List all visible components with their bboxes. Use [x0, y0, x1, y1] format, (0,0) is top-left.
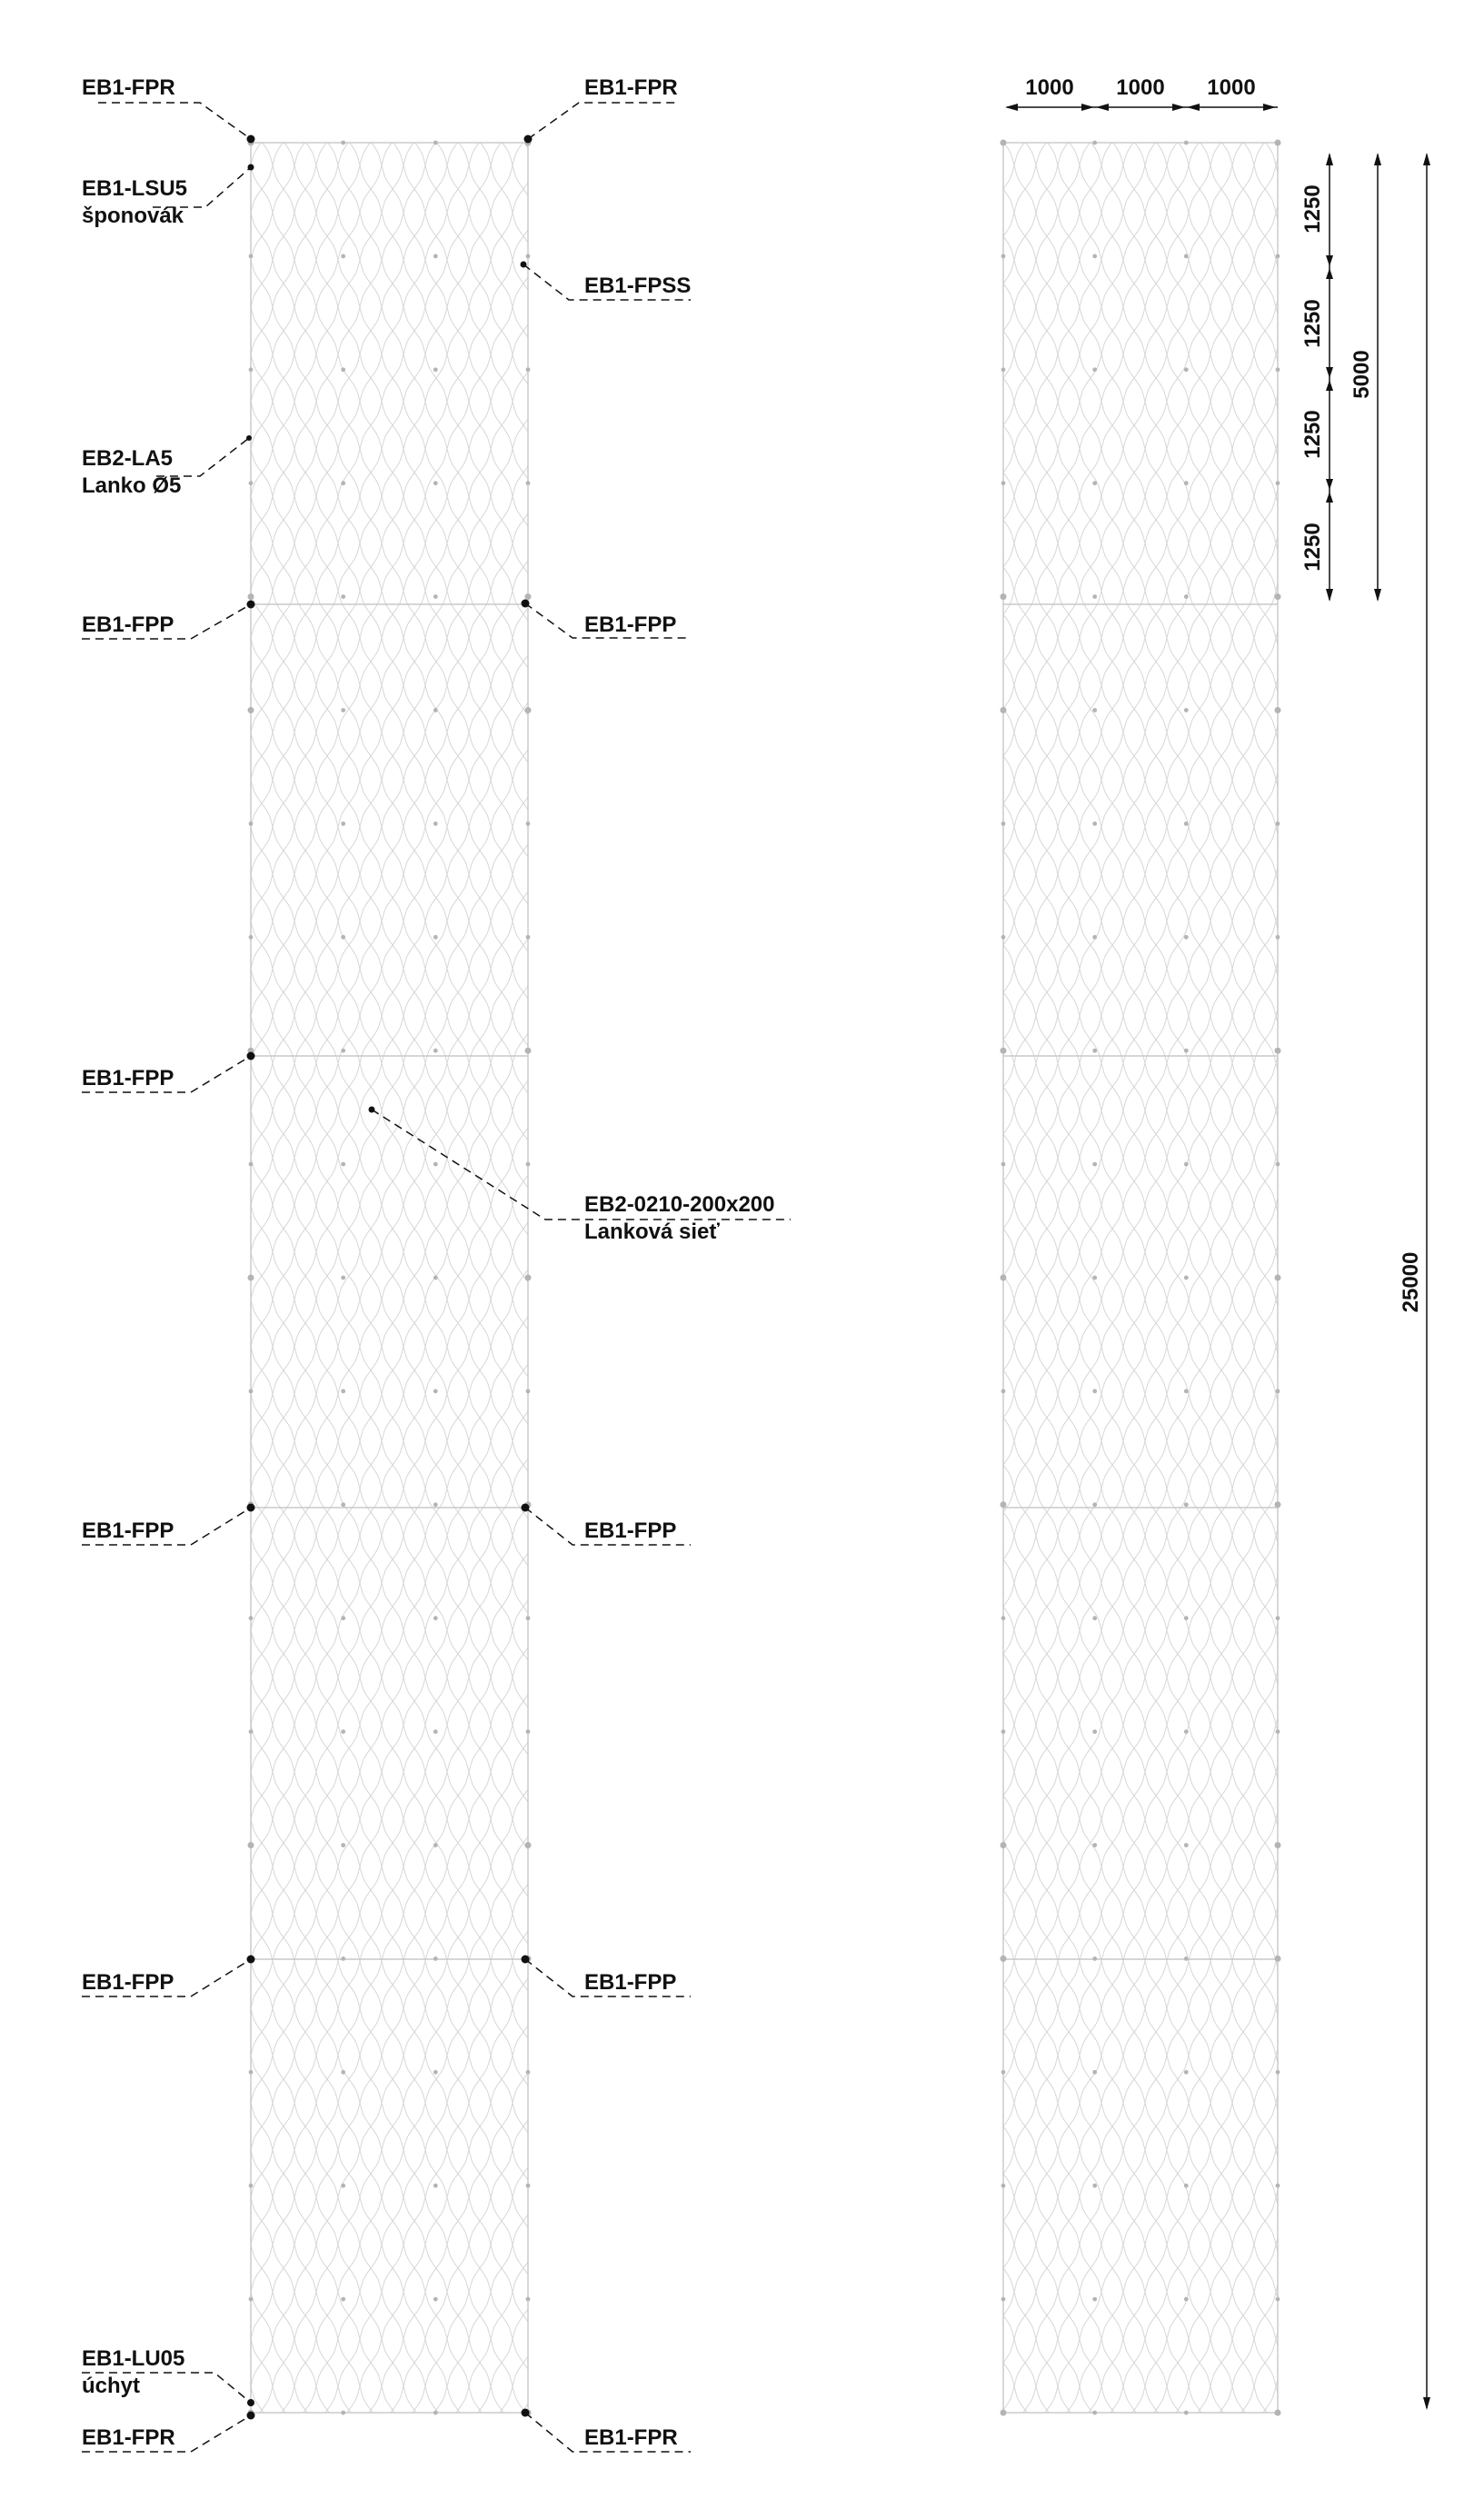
right-mesh-node	[1184, 708, 1189, 712]
left-mesh-node	[433, 708, 438, 712]
left-mesh-node	[249, 1389, 254, 1394]
right-mesh-node	[1275, 140, 1281, 146]
right-mesh-node	[1092, 481, 1097, 485]
dim-height-2: 1250	[1300, 299, 1325, 348]
label-cable-name: Lanko Ø5	[82, 473, 182, 498]
dim-height-1: 1250	[1300, 184, 1325, 234]
left-net-mesh	[251, 143, 528, 2413]
segment-height-dimension	[1300, 153, 1333, 602]
left-mesh-node	[526, 1162, 531, 1167]
left-mesh-node	[341, 821, 345, 826]
right-mesh-node	[1001, 1501, 1007, 1508]
left-mesh-node	[249, 1162, 254, 1167]
right-net-mesh	[1003, 143, 1278, 2413]
right-mesh-node	[1184, 1956, 1189, 1961]
right-mesh-node	[1001, 140, 1007, 146]
dim-arrow-mid2-left	[1172, 104, 1185, 111]
left-mesh-node	[341, 1276, 345, 1280]
right-mesh-node	[1276, 2297, 1280, 2302]
left-mesh-node	[341, 1049, 345, 1053]
right-mesh-node	[1184, 1502, 1189, 1507]
right-mesh-node	[1001, 1048, 1007, 1054]
left-mesh-node	[526, 1389, 531, 1394]
left-mesh-node	[249, 2184, 254, 2188]
label-bottom-left-fpr: EB1-FPR	[82, 2425, 175, 2450]
left-mesh-node	[526, 254, 531, 259]
left-mesh-node	[249, 1729, 254, 1734]
left-mesh-node	[249, 1616, 254, 1620]
label-top-right-fpr: EB1-FPR	[584, 75, 678, 100]
right-mesh-node	[1275, 1842, 1281, 1848]
left-mesh-node	[525, 593, 532, 600]
label-fpp-1-left: EB1-FPP	[82, 612, 174, 637]
right-mesh-node	[1184, 254, 1189, 259]
left-mesh-node	[341, 1162, 345, 1167]
right-mesh-node	[1275, 593, 1281, 600]
dim-arrow-mid1-right	[1096, 104, 1109, 111]
right-mesh-node	[1276, 1162, 1280, 1167]
dim-module-height: 5000	[1350, 350, 1374, 399]
left-mesh-node	[433, 2184, 438, 2188]
right-mesh-node	[1092, 1729, 1097, 1734]
right-mesh-node	[1092, 2184, 1097, 2188]
left-mesh-node	[526, 1616, 531, 1620]
right-mesh-node	[1092, 708, 1097, 712]
left-mesh-node	[433, 1502, 438, 1507]
left-mesh-node	[341, 935, 345, 940]
label-fpss: EB1-FPSS	[584, 274, 692, 298]
right-mesh-node	[1276, 935, 1280, 940]
left-mesh-node	[341, 1616, 345, 1620]
left-mesh-node	[433, 1049, 438, 1053]
left-mesh-node	[526, 2070, 531, 2075]
left-mesh-node	[433, 1729, 438, 1734]
dim-arrow-mid2-right	[1187, 104, 1200, 111]
right-mesh-node	[1276, 254, 1280, 259]
left-mesh-node	[433, 594, 438, 599]
label-fpp-4-left: EB1-FPP	[82, 1970, 174, 1995]
left-mesh-node	[525, 1048, 532, 1054]
right-mesh-node	[1001, 2070, 1006, 2075]
right-mesh-node	[1001, 1956, 1007, 1962]
left-mesh-node	[249, 935, 254, 940]
left-mesh-node	[248, 593, 254, 600]
label-cable-code: EB2-LA5	[82, 446, 174, 471]
left-mesh-node	[341, 594, 345, 599]
dim-height-3: 1250	[1300, 410, 1325, 459]
left-mesh-node	[341, 254, 345, 259]
right-mesh-node	[1001, 367, 1006, 372]
right-mesh-node	[1092, 594, 1097, 599]
left-mesh-node	[248, 707, 254, 713]
label-fpp-1-right: EB1-FPP	[584, 612, 677, 637]
label-bottom-right-fpr: EB1-FPR	[584, 2425, 678, 2450]
right-mesh-node	[1001, 2410, 1007, 2416]
left-mesh-node	[525, 1842, 532, 1848]
left-mesh-node	[526, 2297, 531, 2302]
right-mesh-node	[1092, 1956, 1097, 1961]
left-mesh-node	[248, 1842, 254, 1848]
left-mesh-node	[249, 254, 254, 259]
right-mesh-node	[1092, 1276, 1097, 1280]
left-mesh-node	[341, 141, 345, 145]
left-mesh-node	[433, 2411, 438, 2415]
right-net-panel	[1001, 140, 1281, 2416]
right-mesh-node	[1275, 1048, 1281, 1054]
left-net-panel	[248, 140, 532, 2416]
right-mesh-node	[1184, 481, 1189, 485]
right-mesh-node	[1001, 1275, 1007, 1281]
right-mesh-node	[1092, 2070, 1097, 2075]
left-mesh-node	[525, 707, 532, 713]
right-mesh-node	[1092, 367, 1097, 372]
left-mesh-node	[341, 1389, 345, 1394]
right-mesh-node	[1275, 1501, 1281, 1508]
right-mesh-node	[1001, 254, 1006, 259]
left-mesh-node	[433, 367, 438, 372]
right-mesh-node	[1001, 1616, 1006, 1620]
left-mesh-node	[526, 2184, 531, 2188]
left-mesh-node	[249, 2070, 254, 2075]
left-mesh-node	[433, 1616, 438, 1620]
label-tensioner-name: šponovák	[82, 204, 184, 228]
left-mesh-node	[341, 1502, 345, 1507]
right-mesh-node	[1276, 821, 1280, 826]
right-mesh-node	[1092, 935, 1097, 940]
right-mesh-node	[1184, 1389, 1189, 1394]
right-mesh-node	[1184, 367, 1189, 372]
right-mesh-node	[1275, 707, 1281, 713]
right-mesh-node	[1184, 141, 1189, 145]
right-mesh-node	[1184, 1049, 1189, 1053]
right-mesh-node	[1001, 707, 1007, 713]
right-mesh-node	[1184, 1616, 1189, 1620]
right-mesh-node	[1184, 2297, 1189, 2302]
right-mesh-node	[1001, 1729, 1006, 1734]
label-fpp-4-right: EB1-FPP	[584, 1970, 677, 1995]
label-net-code: EB2-0210-200x200	[584, 1192, 775, 1217]
left-mesh-node	[526, 1729, 531, 1734]
right-mesh-node	[1184, 1162, 1189, 1167]
right-mesh-node	[1184, 821, 1189, 826]
dim-width-2: 1000	[1116, 75, 1165, 100]
right-mesh-node	[1001, 821, 1006, 826]
label-fpp-3-left: EB1-FPP	[82, 1518, 174, 1543]
right-mesh-node	[1276, 2184, 1280, 2188]
left-mesh-node	[248, 1275, 254, 1281]
right-mesh-node	[1275, 1275, 1281, 1281]
left-mesh-node	[249, 821, 254, 826]
label-tensioner-code: EB1-LSU5	[82, 176, 188, 201]
label-holder-name: úchyt	[82, 2374, 141, 2398]
left-mesh-node	[341, 2297, 345, 2302]
right-mesh-node	[1184, 2411, 1189, 2415]
left-mesh-node	[341, 2070, 345, 2075]
right-mesh-node	[1092, 1843, 1097, 1847]
right-mesh-node	[1001, 1842, 1007, 1848]
left-mesh-node	[433, 1843, 438, 1847]
right-mesh-node	[1275, 1956, 1281, 1962]
left-mesh-node	[249, 367, 254, 372]
left-mesh-node	[433, 821, 438, 826]
right-mesh-node	[1092, 2411, 1097, 2415]
right-mesh-node	[1276, 1389, 1280, 1394]
left-mesh-node	[341, 1956, 345, 1961]
label-top-left-fpr: EB1-FPR	[82, 75, 175, 100]
right-mesh-node	[1092, 1162, 1097, 1167]
label-net-name: Lanková sieť	[584, 1220, 720, 1244]
left-mesh-node	[433, 1956, 438, 1961]
total-height-dimension	[1399, 153, 1430, 2410]
right-mesh-node	[1092, 821, 1097, 826]
left-mesh-node	[433, 1389, 438, 1394]
dim-width-1: 1000	[1025, 75, 1074, 100]
dim-width-3: 1000	[1207, 75, 1256, 100]
right-mesh-node	[1001, 2184, 1006, 2188]
left-mesh-node	[525, 1275, 532, 1281]
dim-arrow-left	[1005, 104, 1018, 111]
left-mesh-node	[341, 481, 345, 485]
dim-arrow-mid1-left	[1081, 104, 1094, 111]
right-mesh-node	[1092, 1049, 1097, 1053]
right-mesh-node	[1184, 1276, 1189, 1280]
right-mesh-node	[1184, 2184, 1189, 2188]
right-mesh-node	[1275, 2410, 1281, 2416]
left-mesh-node	[433, 2070, 438, 2075]
left-mesh-node	[433, 1162, 438, 1167]
right-mesh-node	[1276, 481, 1280, 485]
left-mesh-node	[341, 1729, 345, 1734]
dim-height-4: 1250	[1300, 523, 1325, 572]
right-mesh-node	[1001, 1389, 1006, 1394]
left-mesh-node	[249, 481, 254, 485]
label-fpp-2-left: EB1-FPP	[82, 1066, 174, 1090]
left-mesh-node	[526, 481, 531, 485]
right-mesh-node	[1184, 1843, 1189, 1847]
left-mesh-node	[526, 935, 531, 940]
module-height-dimension	[1350, 153, 1381, 602]
right-mesh-node	[1092, 1616, 1097, 1620]
right-mesh-node	[1092, 2297, 1097, 2302]
left-mesh-node	[433, 935, 438, 940]
right-mesh-node	[1001, 935, 1006, 940]
right-mesh-node	[1001, 593, 1007, 600]
right-mesh-node	[1092, 141, 1097, 145]
left-mesh-node	[341, 708, 345, 712]
right-mesh-node	[1092, 1502, 1097, 1507]
right-mesh-node	[1276, 2070, 1280, 2075]
right-mesh-node	[1001, 1162, 1006, 1167]
label-fpp-3-right: EB1-FPP	[584, 1518, 677, 1543]
left-mesh-node	[526, 367, 531, 372]
left-mesh-node	[526, 821, 531, 826]
right-mesh-node	[1276, 1616, 1280, 1620]
label-holder-code: EB1-LU05	[82, 2346, 185, 2371]
left-mesh-node	[341, 367, 345, 372]
right-mesh-node	[1092, 1389, 1097, 1394]
right-mesh-node	[1001, 2297, 1006, 2302]
right-mesh-node	[1184, 1729, 1189, 1734]
right-mesh-node	[1276, 1729, 1280, 1734]
right-mesh-node	[1184, 2070, 1189, 2075]
right-mesh-node	[1001, 481, 1006, 485]
left-mesh-node	[249, 2297, 254, 2302]
left-mesh-node	[433, 1276, 438, 1280]
right-mesh-node	[1276, 367, 1280, 372]
dim-arrow-right	[1263, 104, 1276, 111]
left-mesh-node	[433, 254, 438, 259]
left-mesh-node	[341, 1843, 345, 1847]
right-mesh-node	[1184, 935, 1189, 940]
left-mesh-node	[341, 2411, 345, 2415]
right-mesh-node	[1184, 594, 1189, 599]
left-mesh-node	[433, 2297, 438, 2302]
left-mesh-node	[341, 2184, 345, 2188]
left-mesh-node	[433, 141, 438, 145]
left-mesh-node	[433, 481, 438, 485]
dim-total-height: 25000	[1399, 1251, 1423, 1313]
right-mesh-node	[1092, 254, 1097, 259]
width-dimension	[1005, 75, 1278, 111]
